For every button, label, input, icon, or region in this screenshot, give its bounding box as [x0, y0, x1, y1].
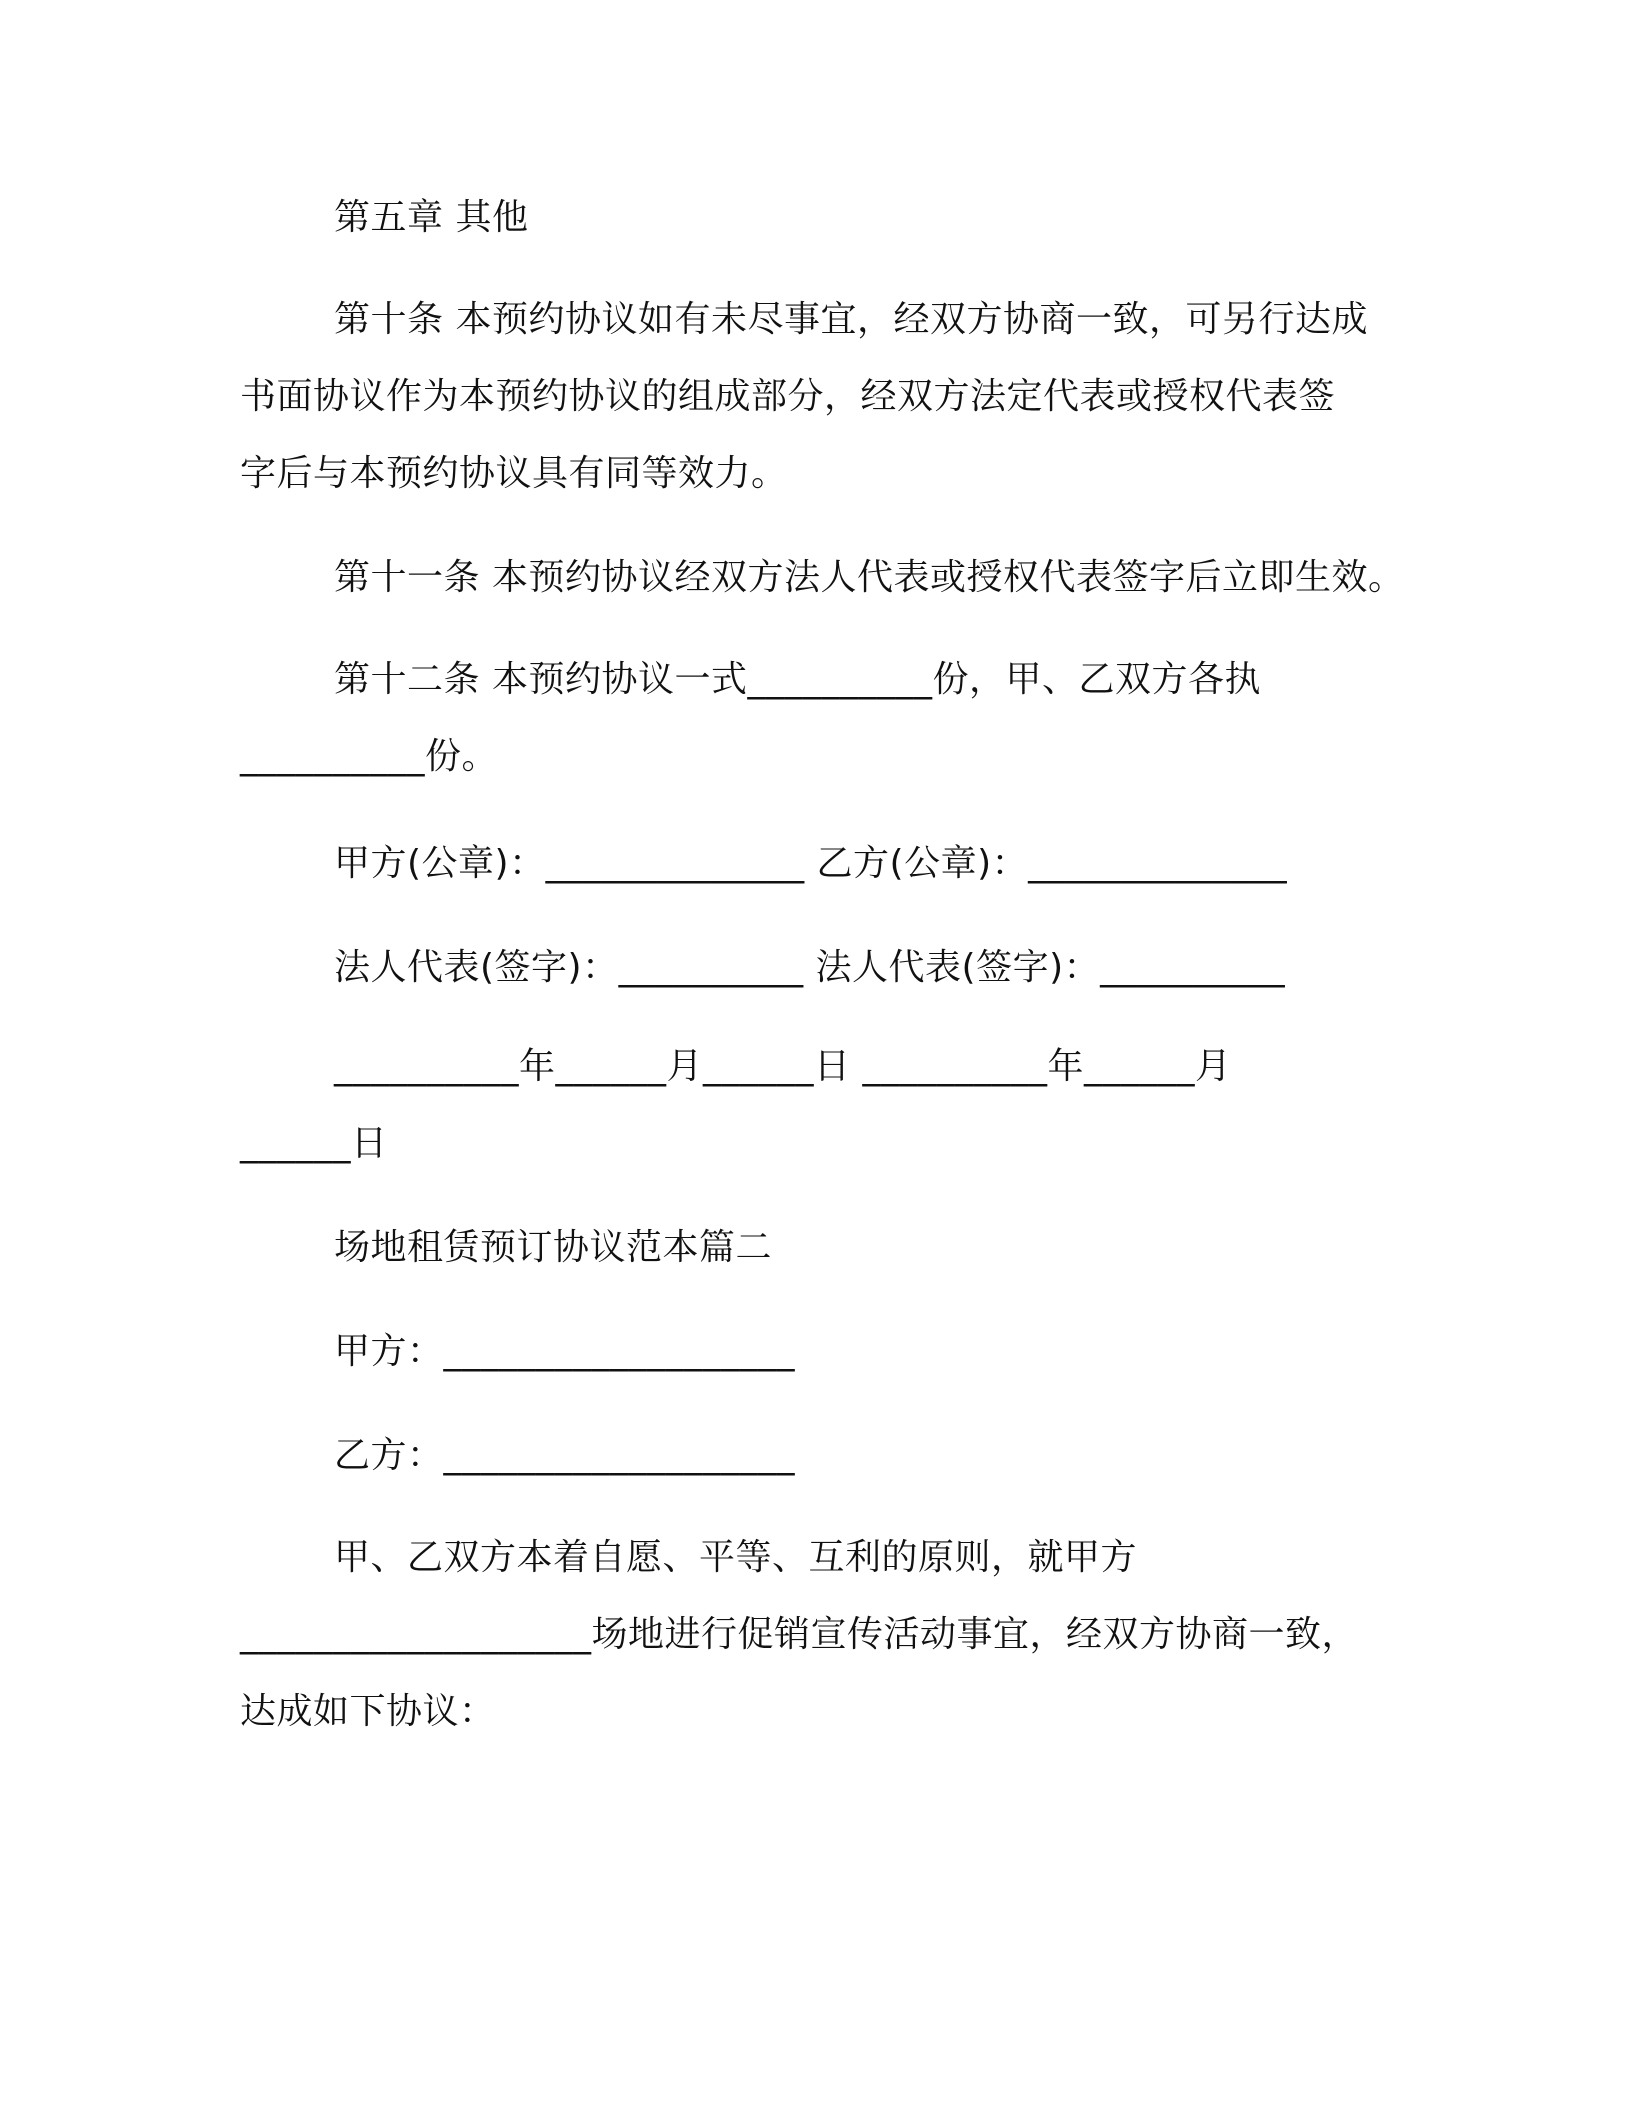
date-line-2: ______日 — [240, 1123, 388, 1164]
article-11: 第十一条 本预约协议经双方法人代表或授权代表签字后立即生效。 — [334, 557, 1405, 598]
article-10-line-3: 字后与本预约协议具有同等效力。 — [240, 453, 788, 494]
article-12-line-2: __________份。 — [240, 736, 499, 777]
intro-line-3: 达成如下协议： — [240, 1691, 496, 1732]
article-10-line-2: 书面协议作为本预约协议的组成部分，经双方法定代表或授权代表签 — [240, 376, 1336, 417]
chapter-heading: 第五章 其他 — [334, 197, 529, 238]
article-12-line-1: 第十二条 本预约协议一式__________份，甲、乙双方各执 — [334, 659, 1261, 700]
intro-line-2: ___________________场地进行促销宣传活动事宜，经双方协商一致， — [240, 1614, 1359, 1655]
section-2-title: 场地租赁预订协议范本篇二 — [334, 1227, 773, 1268]
signature-representative-line: 法人代表(签字)：__________ 法人代表(签字)：__________ — [334, 947, 1286, 988]
signature-seal-line: 甲方(公章)：______________ 乙方(公章)：______________ — [334, 843, 1288, 884]
party-b-line: 乙方：___________________ — [334, 1435, 796, 1476]
article-10-line-1: 第十条 本预约协议如有未尽事宜，经双方协商一致，可另行达成 — [334, 299, 1368, 340]
date-line-1: __________年______月______日 __________年______月 — [334, 1046, 1232, 1087]
party-a-line: 甲方：___________________ — [334, 1331, 796, 1372]
intro-line-1: 甲、乙双方本着自愿、平等、互利的原则，就甲方 — [334, 1537, 1138, 1578]
